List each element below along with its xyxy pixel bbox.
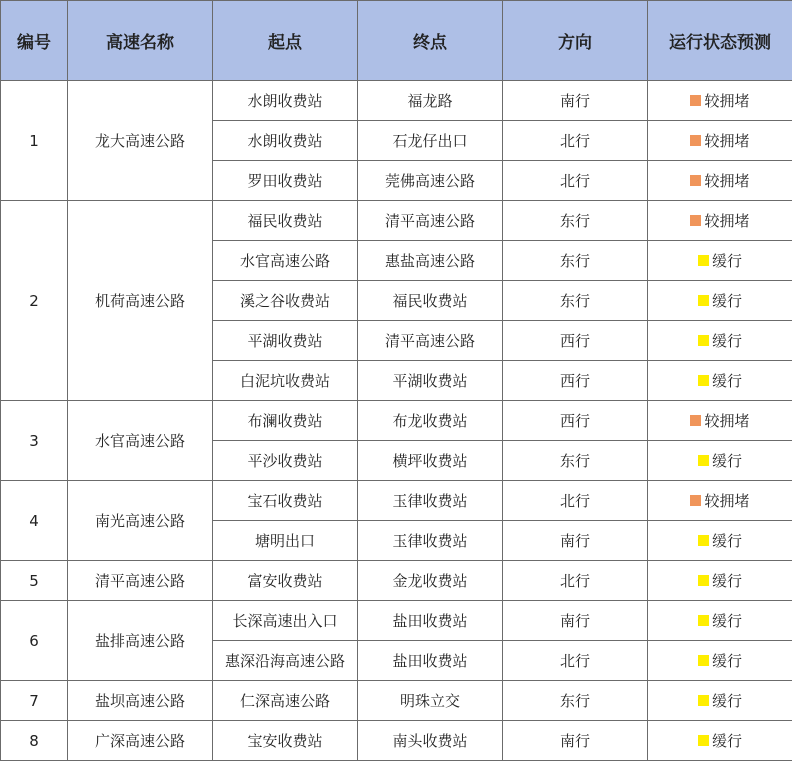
status-label: 较拥堵 (704, 492, 750, 510)
table-row (1, 601, 792, 641)
status-color-square-icon (698, 535, 709, 546)
end-point: 清平高速公路 (358, 201, 503, 241)
start-point: 平沙收费站 (213, 441, 358, 481)
status-cell (648, 241, 792, 281)
direction: 南行 (503, 601, 648, 641)
status-label: 缓行 (711, 652, 742, 670)
highway-number: 6 (1, 601, 68, 681)
header-direction: 方向 (503, 1, 648, 81)
highway-number: 7 (1, 681, 68, 721)
status-label: 缓行 (711, 292, 742, 310)
status-label: 缓行 (711, 252, 742, 270)
highway-number: 1 (1, 81, 68, 201)
status-cell (648, 201, 792, 241)
end-point: 玉律收费站 (358, 521, 503, 561)
end-point: 南头收费站 (358, 721, 503, 761)
end-point: 布龙收费站 (358, 401, 503, 441)
highway-name: 龙大高速公路 (68, 81, 213, 201)
header-highway-name: 高速名称 (68, 1, 213, 81)
status-cell (648, 641, 792, 681)
direction: 北行 (503, 481, 648, 521)
status-label: 缓行 (711, 612, 742, 630)
start-point: 平湖收费站 (213, 321, 358, 361)
table-row (1, 721, 792, 761)
status-label: 较拥堵 (704, 412, 750, 430)
direction: 西行 (503, 401, 648, 441)
end-point: 盐田收费站 (358, 641, 503, 681)
highway-name: 盐排高速公路 (68, 601, 213, 681)
end-point: 石龙仔出口 (358, 121, 503, 161)
direction: 南行 (503, 521, 648, 561)
status-cell (648, 321, 792, 361)
end-point: 盐田收费站 (358, 601, 503, 641)
status-color-square-icon (690, 495, 701, 506)
status-color-square-icon (690, 415, 701, 426)
end-point: 福龙路 (358, 81, 503, 121)
end-point: 玉律收费站 (358, 481, 503, 521)
status-color-square-icon (698, 255, 709, 266)
header-start: 起点 (213, 1, 358, 81)
table-row (1, 681, 792, 721)
direction: 东行 (503, 281, 648, 321)
highway-name: 南光高速公路 (68, 481, 213, 561)
direction: 东行 (503, 241, 648, 281)
end-point: 平湖收费站 (358, 361, 503, 401)
header-id: 编号 (1, 1, 68, 81)
start-point: 仁深高速公路 (213, 681, 358, 721)
start-point: 长深高速出入口 (213, 601, 358, 641)
table-row (1, 81, 792, 121)
start-point: 罗田收费站 (213, 161, 358, 201)
table-row (1, 201, 792, 241)
end-point: 金龙收费站 (358, 561, 503, 601)
status-cell (648, 161, 792, 201)
highway-name: 水官高速公路 (68, 401, 213, 481)
status-cell (648, 601, 792, 641)
start-point: 水朗收费站 (213, 121, 358, 161)
start-point: 白泥坑收费站 (213, 361, 358, 401)
status-cell (648, 561, 792, 601)
status-color-square-icon (698, 735, 709, 746)
direction: 南行 (503, 721, 648, 761)
status-color-square-icon (698, 295, 709, 306)
status-cell (648, 441, 792, 481)
highway-number: 3 (1, 401, 68, 481)
header-status: 运行状态预测 (648, 1, 792, 81)
status-label: 缓行 (711, 692, 742, 710)
direction: 东行 (503, 681, 648, 721)
status-color-square-icon (698, 695, 709, 706)
direction: 北行 (503, 641, 648, 681)
end-point: 惠盐高速公路 (358, 241, 503, 281)
end-point: 莞佛高速公路 (358, 161, 503, 201)
status-label: 较拥堵 (704, 212, 750, 230)
table-row (1, 401, 792, 441)
table-body (1, 81, 792, 761)
end-point: 福民收费站 (358, 281, 503, 321)
status-label: 较拥堵 (704, 132, 750, 150)
direction: 北行 (503, 561, 648, 601)
highway-name: 清平高速公路 (68, 561, 213, 601)
status-label: 缓行 (711, 572, 742, 590)
start-point: 宝安收费站 (213, 721, 358, 761)
highway-number: 5 (1, 561, 68, 601)
status-cell (648, 721, 792, 761)
status-label: 较拥堵 (704, 92, 750, 110)
start-point: 水官高速公路 (213, 241, 358, 281)
status-cell (648, 281, 792, 321)
header-row (1, 1, 792, 81)
table-row (1, 481, 792, 521)
direction: 西行 (503, 361, 648, 401)
header-end: 终点 (358, 1, 503, 81)
highway-name: 盐坝高速公路 (68, 681, 213, 721)
highway-name: 广深高速公路 (68, 721, 213, 761)
status-label: 较拥堵 (704, 172, 750, 190)
start-point: 惠深沿海高速公路 (213, 641, 358, 681)
direction: 东行 (503, 201, 648, 241)
direction: 南行 (503, 81, 648, 121)
status-color-square-icon (698, 455, 709, 466)
status-cell (648, 401, 792, 441)
start-point: 富安收费站 (213, 561, 358, 601)
start-point: 塘明出口 (213, 521, 358, 561)
direction: 北行 (503, 161, 648, 201)
status-label: 缓行 (711, 452, 742, 470)
status-label: 缓行 (711, 732, 742, 750)
status-color-square-icon (690, 95, 701, 106)
start-point: 布澜收费站 (213, 401, 358, 441)
status-color-square-icon (698, 615, 709, 626)
start-point: 福民收费站 (213, 201, 358, 241)
end-point: 横坪收费站 (358, 441, 503, 481)
status-label: 缓行 (711, 372, 742, 390)
highway-number: 8 (1, 721, 68, 761)
status-color-square-icon (698, 655, 709, 666)
start-point: 宝石收费站 (213, 481, 358, 521)
start-point: 水朗收费站 (213, 81, 358, 121)
start-point: 溪之谷收费站 (213, 281, 358, 321)
direction: 西行 (503, 321, 648, 361)
direction: 北行 (503, 121, 648, 161)
status-cell (648, 481, 792, 521)
highway-name: 机荷高速公路 (68, 201, 213, 401)
highway-number: 4 (1, 481, 68, 561)
status-color-square-icon (698, 375, 709, 386)
status-color-square-icon (690, 215, 701, 226)
end-point: 明珠立交 (358, 681, 503, 721)
status-cell (648, 121, 792, 161)
status-color-square-icon (690, 175, 701, 186)
status-label: 缓行 (711, 532, 742, 550)
table-row (1, 561, 792, 601)
status-cell (648, 521, 792, 561)
status-color-square-icon (690, 135, 701, 146)
highway-number: 2 (1, 201, 68, 401)
direction: 东行 (503, 441, 648, 481)
status-color-square-icon (698, 335, 709, 346)
status-cell (648, 681, 792, 721)
status-color-square-icon (698, 575, 709, 586)
end-point: 清平高速公路 (358, 321, 503, 361)
status-label: 缓行 (711, 332, 742, 350)
status-cell (648, 81, 792, 121)
status-cell (648, 361, 792, 401)
table-header (1, 1, 792, 81)
